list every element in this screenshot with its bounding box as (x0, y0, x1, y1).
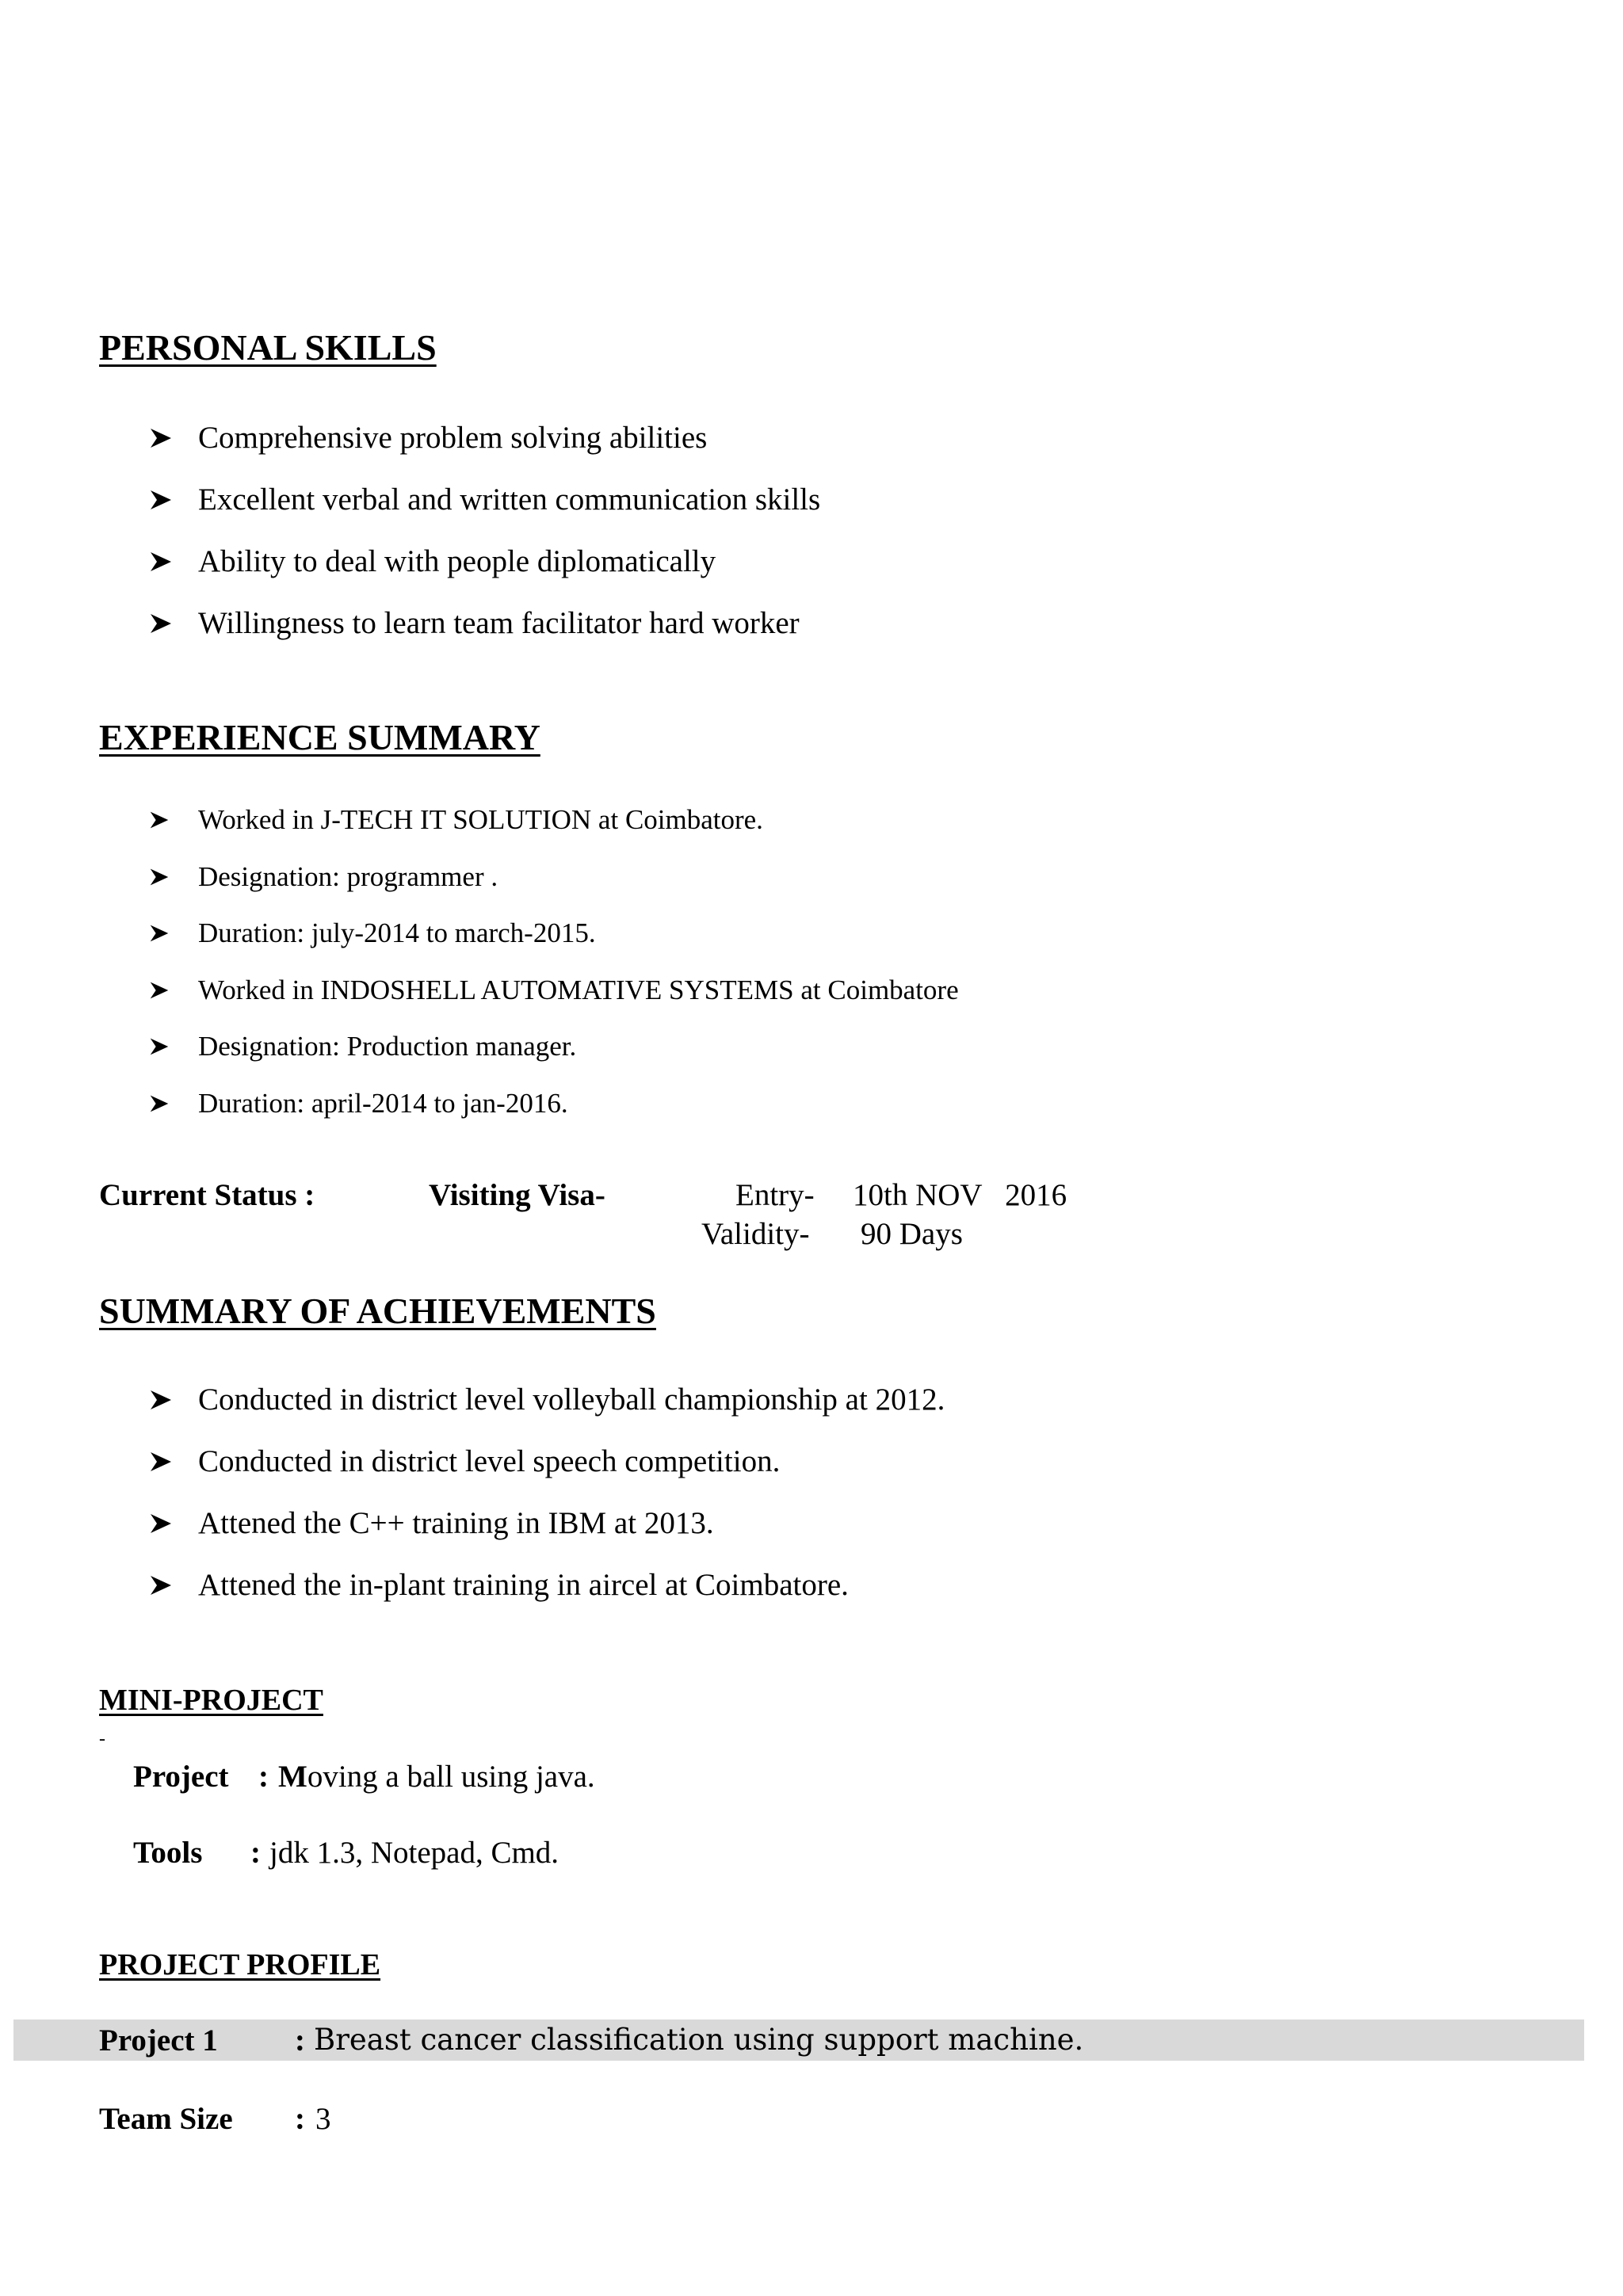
validity-label: Validity- (701, 1217, 810, 1251)
mini-project-colon: : (258, 1760, 269, 1794)
arrow-bullet-icon (149, 980, 170, 1001)
tools-colon: : (250, 1836, 261, 1870)
list-item: Attened the in-plant training in aircel at Coimbatore. (198, 1568, 849, 1602)
list-item: Worked in J-TECH IT SOLUTION at Coimbatore. (198, 804, 763, 835)
tools-value: jdk 1.3, Notepad, Cmd. (269, 1836, 559, 1870)
arrow-bullet-icon (149, 923, 170, 944)
mini-project-value (278, 1759, 595, 1794)
list-item: Duration: april-2014 to jan-2016. (198, 1088, 568, 1119)
list-item: Ability to deal with people diplomatically (198, 544, 716, 578)
mini-project-heading: MINI-PROJECT (99, 1684, 323, 1717)
arrow-bullet-icon (149, 1512, 173, 1535)
visa-type: Visiting Visa- (429, 1178, 605, 1212)
arrow-bullet-icon (149, 1450, 173, 1474)
list-item: Conducted in district level speech competition. (198, 1444, 781, 1478)
experience-summary-heading: EXPERIENCE SUMMARY (99, 717, 540, 757)
arrow-bullet-icon (149, 550, 173, 574)
list-item: Designation: programmer . (198, 861, 498, 892)
team-size-label: Team Size (99, 2102, 233, 2136)
entry-label: Entry- (735, 1178, 815, 1212)
team-size-colon: : (295, 2102, 305, 2136)
mini-project-value-rest: oving a ball using java. (307, 1760, 595, 1794)
project1-value: Breast cancer classification using support machine. (314, 2023, 1084, 2057)
list-item: Designation: Production manager. (198, 1031, 577, 1062)
arrow-bullet-icon (149, 1388, 173, 1412)
arrow-bullet-icon (149, 612, 173, 635)
arrow-bullet-icon (149, 1093, 170, 1114)
arrow-bullet-icon (149, 1036, 170, 1057)
list-item: Willingness to learn team facilitator hard worker (198, 606, 800, 640)
list-item: Conducted in district level volleyball championship at 2012. (198, 1383, 945, 1417)
project1-label: Project 1 (99, 2023, 218, 2058)
project-profile-heading: PROJECT PROFILE (99, 1948, 381, 1981)
arrow-bullet-icon (149, 426, 173, 450)
personal-skills-heading: PERSONAL SKILLS (99, 327, 437, 368)
stray-mark: - (99, 1729, 105, 1749)
team-size-value: 3 (315, 2102, 331, 2136)
list-item: Worked in INDOSHELL AUTOMATIVE SYSTEMS at Coimbatore (198, 974, 959, 1005)
mini-project-label: Project (133, 1760, 229, 1794)
achievements-heading: SUMMARY OF ACHIEVEMENTS (99, 1291, 656, 1331)
mini-project-value-initial: M (278, 1760, 307, 1794)
entry-value: 10th NOV 2016 (853, 1178, 1067, 1212)
arrow-bullet-icon (149, 867, 170, 887)
list-item: Duration: july-2014 to march-2015. (198, 917, 596, 948)
list-item: Attened the C++ training in IBM at 2013. (198, 1506, 714, 1540)
tools-label: Tools (133, 1836, 203, 1870)
validity-value: 90 Days (861, 1217, 963, 1251)
arrow-bullet-icon (149, 488, 173, 512)
list-item: Excellent verbal and written communication skills (198, 482, 821, 517)
current-status-label: Current Status : (99, 1178, 315, 1212)
arrow-bullet-icon (149, 1573, 173, 1597)
list-item: Comprehensive problem solving abilities (198, 421, 708, 455)
arrow-bullet-icon (149, 810, 170, 830)
project1-colon: : (295, 2023, 305, 2058)
